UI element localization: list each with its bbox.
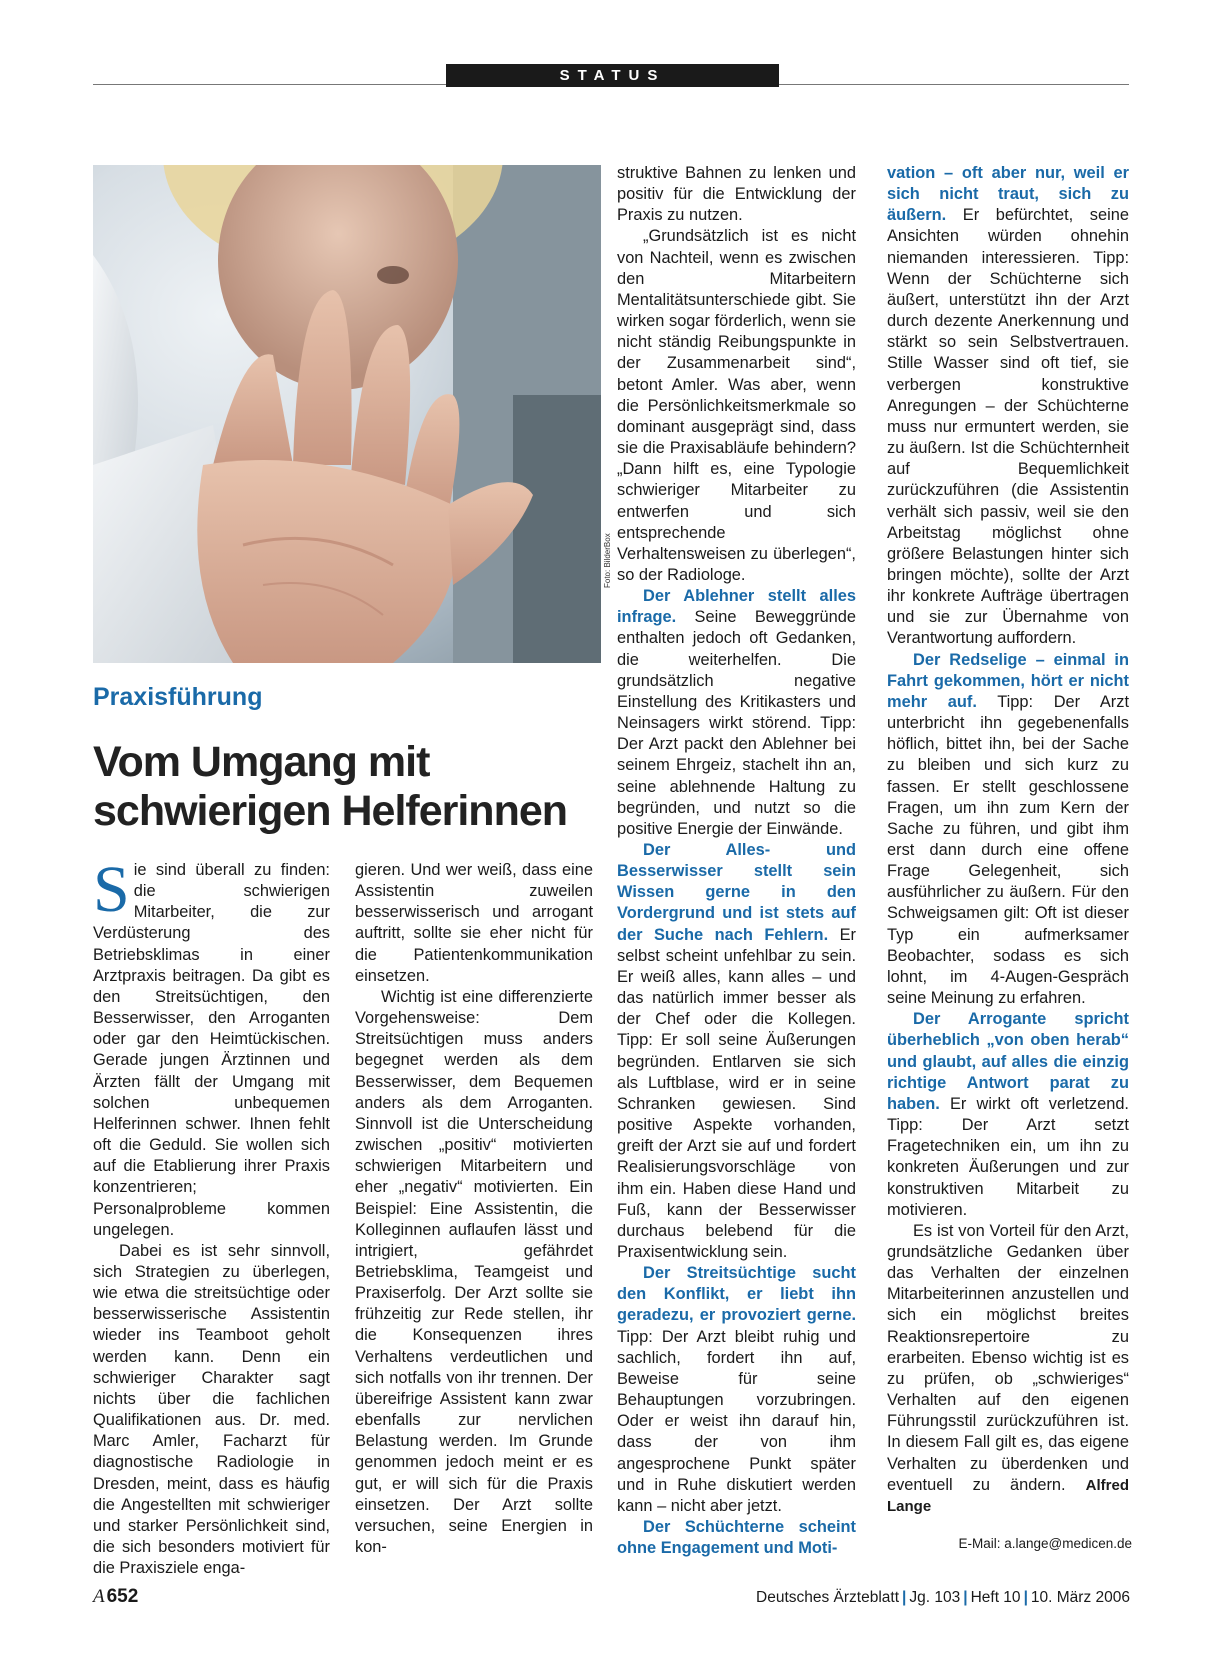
article-column-3: [617, 163, 856, 1559]
paragraph: „Grundsätzlich ist es nicht von Nachteil, wenn es zwischen den Mitarbeitern Mentalitätsunterschiede gibt. Sie wirken sogar förderlich, wenn sie nicht ständig Reibungspunkte in der Zusammenarbeit sind“, betont Amler. Was aber, wenn die Persönlichkeitsmerkmale so dominant ausgeprägt sind, dass sie die Praxisabläufe behindern? „Dann hilft es, eine Typologie schwieriger Mitarbeiter zu entwerfen und sich entsprechende Verhaltensweisen zu überlegen“, so der Radiologe.: [617, 227, 856, 584]
page-number: [93, 1586, 138, 1608]
section-kicker: Praxisführung: [93, 683, 263, 711]
subhead-schuechterne-cont: vation – oft aber nur, weil er sich nicht traut, sich zu äußern.: [887, 164, 1129, 225]
subhead-redselige: Der Redselige – einmal in Fahrt gekommen, hört er nicht mehr auf.: [887, 650, 1129, 711]
journal-date: 10. März 2006: [1030, 1589, 1130, 1606]
paragraph: Er wirkt oft verletzend. Tipp: Der Arzt setzt Fragetechniken ein, um ihn zu konkreten Äußerungen und zur konstruktiven Mitarbeit zu motivieren.: [887, 1094, 1129, 1219]
journal-footer: Deutsches Ärzteblatt | Jg. 103 | Heft 10 | 10. März 2006: [756, 1589, 1130, 1606]
paragraph: Es ist von Vorteil für den Arzt, grundsätzliche Gedanken über das Verhalten der einzelnen Mitarbeiterinnen anzustellen und sich ein möglichst breites Reaktionsrepertoire zu erarbeiten. Ebenso wichtig ist es zu prüfen, ob „schwieriges“ Verhalten auf den eigenen Führungsstil zurückzuführen ist. In diesem Fall gilt es, das eigene Verhalten zu überdenken und eventuell zu ändern.: [887, 1221, 1129, 1494]
journal-name: Deutsches Ärzteblatt: [756, 1589, 900, 1606]
paragraph: Er befürchtet, seine Ansichten würden ohnehin niemanden interessieren. Tipp: Wenn der Schüchterne sich äußert, unterstützt ihn der Arzt durch dezente Anerkennung und stärkt so sein Selbstvertrauen. Stille Wasser sind oft tief, sie verbergen konstruktive Anregungen – der Schüchterne muss nur ermuntert werden, sie zu äußern. Ist die Schüchternheit auf Bequemlichkeit zurückzuführen (die Assistentin verhält sich passiv, weil sie den Arbeitstag möglichst ohne größere Belastungen hinter sich bringen möchte), sollte der Arzt ihr konkrete Aufträge übertragen und sie zur Übernahme von Verantwortung auffordern.: [887, 206, 1129, 648]
paragraph: Tipp: Der Arzt bleibt ruhig und sachlich, fordert ihn auf, Beweise für seine Behauptungen vorzubringen. Oder er weist ihn darauf hin, dass der von ihm angesprochene Punkt später und in Ruhe diskutiert werden kann – nicht aber jetzt.: [617, 1327, 856, 1515]
paragraph: gieren. Und wer weiß, dass eine Assistentin zuweilen besserwisserisch und arrogant auftritt, sollte sie eher nicht für die Patientenkommunikation einsetzen.: [355, 861, 593, 985]
paragraph: Tipp: Der Arzt unterbricht ihn gegebenenfalls höflich, bittet ihn, bei der Sache zu bleiben und sich kurz zu fassen. Er stellt geschlossene Fragen, um ihn zum Kern der Sache zu führen, und gibt ihm erst dann durch eine offene Frage Gelegenheit, sich ausführlicher zu äußern. Für den Schweigsamen gilt: Oft ist dieser Typ ein aufmerksamer Beobachter, sodass es sich lohnt, im 4-Augen-Gespräch seine Meinung zu erfahren.: [887, 692, 1129, 1008]
article-column-2: [355, 860, 593, 1558]
paragraph: Seine Beweggründe enthalten jedoch oft Gedanken, die weiterhelfen. Die grundsätzlich negative Einstellung des Kritikasters und Neinsagers wirkt störend. Tipp: Der Arzt packt den Ablehner bei seinem Ehrgeiz, stachelt ihn an, seine ablehnende Haltung zu begründen, und nutzt so die positive Energie der Einwände.: [617, 608, 856, 838]
paragraph: Wichtig ist eine differenzierte Vorgehensweise: Dem Streitsüchtigen muss anders begegnet werden als dem Besserwisser, dem Bequemen anders als dem Arroganten. Sinnvoll ist die Unterscheidung zwischen „positiv“ motivierten schwierigen Mitarbeitern und eher „negativ“ motivierten. Ein Beispiel: Eine Assistentin, die Kolleginnen auflaufen lässt und intrigiert, gefährdet Betriebsklima, Teamgeist und Praxiserfolg. Der Arzt sollte sie frühzeitig zur Rede stellen, ihr die Konsequenzen ihres Verhaltens verdeutlichen und sich notfalls von ihr trennen. Der übereifrige Assistent kann zwar ebenfalls zur nervlichen Belastung werden. Im Grunde genommen jedoch meint er es gut, er will sich für die Praxis einsetzen. Der Arzt sollte versuchen, seine Energien in kon-: [355, 987, 593, 1556]
article-column-4: [887, 163, 1129, 1517]
subhead-ablehner: Der Ablehner stellt alles infrage.: [617, 587, 856, 627]
paragraph: Dabei es ist sehr sinnvoll, sich Strategien zu überlegen, wie etwa die streitsüchtige oder besserwisserische Assistentin wieder ins Teamboot geholt werden kann. Denn ein schwieriger Charakter sagt nichts über die fachlichen Qualifikationen aus. Dr. med. Marc Amler, Facharzt für diagnostische Radiologie in Dresden, meint, dass es häufig die Angestellten mit schwieriger und starker Persönlichkeit sind, die sich besonders motiviert für die Praxisziele enga-: [93, 1241, 330, 1578]
article-column-1: [93, 853, 330, 1579]
subhead-streitsuechtige: Der Streitsüchtige sucht den Konflikt, er liebt ihn geradezu, er provoziert gerne.: [617, 1264, 856, 1325]
journal-issue: Heft 10: [970, 1589, 1021, 1606]
author-email: E-Mail: a.lange@medicen.de: [958, 1536, 1132, 1551]
photo-credit: Foto: BilderBox: [603, 533, 612, 588]
paragraph: ie sind überall zu finden: die schwierigen Mitarbeiter, die zur Verdüsterung des Betriebsklimas in einer Arztpraxis beitragen. Da gibt es den Streitsüchtigen, den Besserwisser, den Arroganten oder gar den Heimtückischen. Gerade jungen Ärztinnen und Ärzten fällt der Umgang mit solchen unbequemen Helferinnen schwer. Ihnen fehlt oft die Geduld. Sie wollen sich auf die Etablierung ihrer Praxis konzentrieren; Personalprobleme kommen ungelegen.: [93, 861, 330, 1239]
subhead-schuechterne: Der Schüchterne scheint ohne Engagement und Moti-: [617, 1518, 856, 1558]
article-photo: [93, 165, 601, 663]
paragraph: struktive Bahnen zu lenken und positiv für die Entwicklung der Praxis zu nutzen.: [617, 164, 856, 225]
subhead-besserwisser: Der Alles- und Besserwisser stellt sein Wissen gerne in den Vordergrund und ist stets auf der Suche nach Fehlern.: [617, 841, 856, 944]
paragraph: Er selbst scheint unfehlbar zu sein. Er weiß alles, kann alles – und das natürlich immer besser als der Chef oder die Kollegen. Tipp: Er soll seine Äußerungen begründen. Entlarven sie sich als Luftblase, wird er in seine Schranken gewiesen. Sind positive Aspekte vorhanden, greift der Arzt sie auf und fordert Realisierungsvorschläge von ihm ein. Haben diese Hand und Fuß, kann der Besserwisser durchaus belebend für die Praxisentwicklung sein.: [617, 925, 856, 1261]
author-name: Alfred Lange: [887, 1476, 1129, 1515]
page-prefix: A: [93, 1586, 105, 1607]
drop-cap: S: [93, 853, 130, 926]
hand-photo-illustration: [93, 165, 601, 663]
journal-volume: Jg. 103: [909, 1589, 961, 1606]
article-title: Vom Umgang mit schwierigen Helferinnen: [93, 738, 568, 835]
page-number-value: 652: [106, 1586, 139, 1607]
section-header-label: STATUS: [446, 64, 779, 87]
subhead-arrogante: Der Arrogante spricht überheblich „von oben herab“ und glaubt, auf alles die einzig richtige Antwort parat zu haben.: [887, 1010, 1129, 1113]
